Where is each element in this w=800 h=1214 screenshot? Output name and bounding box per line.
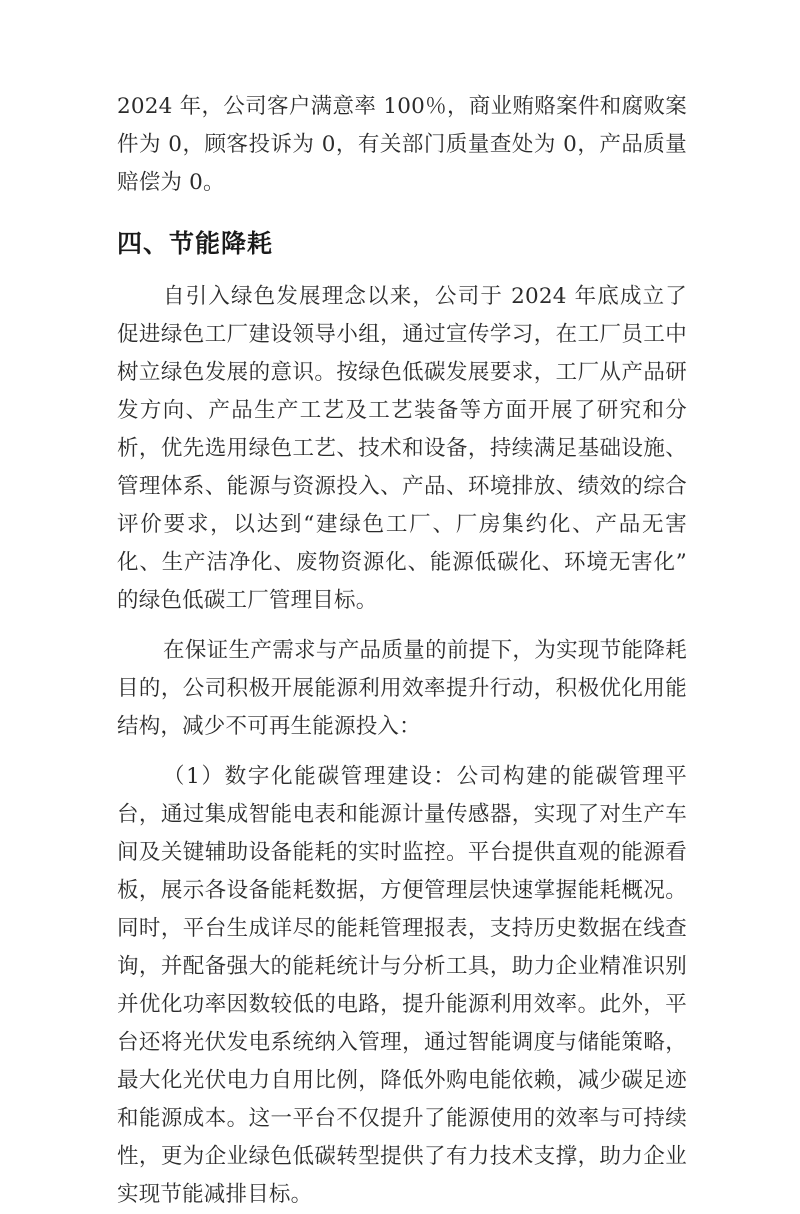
body-paragraph-1: 自引入绿色发展理念以来，公司于 2024 年底成立了促进绿色工厂建设领导小组，通过宣传学习，在工厂员工中树立绿色发展的意识。按绿色低碳发展要求，工厂从产品研发方向、产品生产工艺及工艺装备等方面开展了研究和分析，优先选用绿色工艺、技术和设备，持续满足基础设施、管理体系、能源与资源投入、产品、环境排放、绩效的综合评价要求，以达到“建绿色工厂、厂房集约化、产品无害化、生产洁净化、废物资源化、能源低碳化、环境无害化”的绿色低碳工厂管理目标。 [117, 284, 687, 613]
intro-paragraph: 2024 年，公司客户满意率 100％，商业贿赂案件和腐败案件为 0，顾客投诉为 0，有关部门质量查处为 0，产品质量赔偿为 0。 [117, 94, 687, 195]
body-paragraph-2: 在保证生产需求与产品质量的前提下，为实现节能降耗目的，公司积极开展能源利用效率提升行动，积极优化用能结构，减少不可再生能源投入： [117, 638, 687, 739]
section-heading: 四、节能降耗 [117, 229, 274, 258]
page-content [117, 88, 687, 1214]
body-paragraph-3: （1）数字化能碳管理建设：公司构建的能碳管理平台，通过集成智能电表和能源计量传感器，实现了对生产车间及关键辅助设备能耗的实时监控。平台提供直观的能源看板，展示各设备能耗数据，方便管理层快速掌握能耗概况。同时，平台生成详尽的能耗管理报表，支持历史数据在线查询，并配备强大的能耗统计与分析工具，助力企业精准识别并优化功率因数较低的电路，提升能源利用效率。此外，平台还将光伏发电系统纳入管理，通过智能调度与储能策略，最大化光伏电力自用比例，降低外购电能依赖，减少碳足迹和能源成本。这一平台不仅提升了能源使用的效率与可持续性，更为企业绿色低碳转型提供了有力技术支撑，助力企业实现节能减排目标。 [117, 764, 687, 1207]
